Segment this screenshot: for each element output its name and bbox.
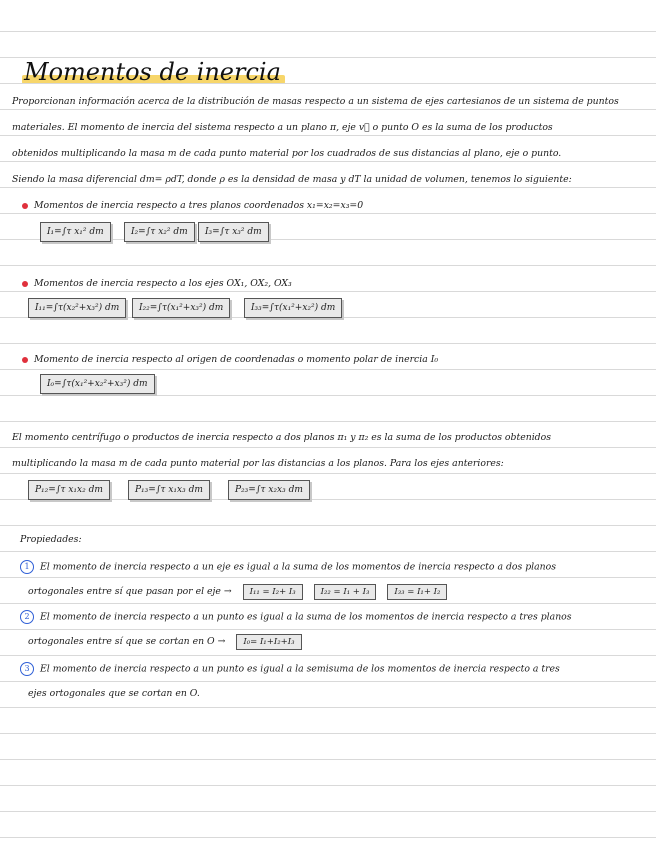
intro-line-3: obtenidos multiplicando la masa m de cada punto material por los cuadrados de sus distancias al plano, eje o punto. <box>12 148 562 159</box>
intro-line-4: Siendo la masa diferencial dm= ρdT, donde ρ es la densidad de masa y dT la unidad de volumen, tenemos lo siguiente: <box>12 174 572 185</box>
property-text: ortogonales entre sí que pasan por el eje → <box>28 586 232 597</box>
number-1-icon: 1 <box>20 560 34 574</box>
property-3 <box>20 662 560 676</box>
formula-box: I₃₃=∫τ(x₁²+x₂²) dm <box>244 298 342 318</box>
page-title: Momentos de inercia <box>24 58 281 86</box>
formula-box: P₁₃=∫τ x₁x₃ dm <box>128 480 210 500</box>
property-text: ortogonales entre sí que se cortan en O → <box>28 636 226 647</box>
centrifugal-line-2: multiplicando la masa m de cada punto material por las distancias a los planos. Para los ejes anteriores: <box>12 458 504 469</box>
bullet-axes <box>22 278 292 289</box>
bullet-text: Momento de inercia respecto al origen de coordenadas o momento polar de inercia I₀ <box>34 354 439 365</box>
property-text: El momento de inercia respecto a un eje es igual a la suma de los momentos de inercia respecto a dos planos <box>40 561 557 573</box>
property-1 <box>20 560 556 574</box>
formula-box: I₀= I₁+I₂+I₃ <box>236 634 301 650</box>
formula-box: P₁₂=∫τ x₁x₂ dm <box>28 480 110 500</box>
bullet-polar <box>22 354 438 365</box>
formula-box: I₂₂ = I₁ + I₃ <box>314 584 377 600</box>
formula-box: I₂=∫τ x₂² dm <box>124 222 195 242</box>
number-2-icon: 2 <box>20 610 34 624</box>
property-text: El momento de inercia respecto a un punto es igual a la suma de los momentos de inercia respecto a tres planos <box>40 611 572 623</box>
property-text: El momento de inercia respecto a un punto es igual a la semisuma de los momentos de inercia respecto a tres <box>40 663 560 675</box>
property-2-line-2 <box>28 634 302 650</box>
formula-box: I₃=∫τ x₃² dm <box>198 222 269 242</box>
properties-label: Propiedades: <box>20 534 82 545</box>
formula-box: I₁=∫τ x₁² dm <box>40 222 111 242</box>
bullet-planes <box>22 200 363 211</box>
formula-box: I₂₂=∫τ(x₁²+x₃²) dm <box>132 298 230 318</box>
number-3-icon: 3 <box>20 662 34 676</box>
bullet-dot-icon <box>22 281 28 287</box>
bullet-text: Momentos de inercia respecto a los ejes OX₁, OX₂, OX₃ <box>34 278 292 289</box>
intro-line-1: Proporcionan información acerca de la distribución de masas respecto a un sistema de ejes cartesianos de un sistema de puntos <box>12 96 619 107</box>
title-wrap <box>24 58 281 86</box>
formula-box: I₁₁=∫τ(x₂²+x₃²) dm <box>28 298 126 318</box>
property-3-line-2 <box>28 688 200 699</box>
formula-box: P₂₃=∫τ x₂x₃ dm <box>228 480 310 500</box>
property-2 <box>20 610 572 624</box>
property-text: ejes ortogonales que se cortan en O. <box>28 688 200 699</box>
formula-box: I₁₁ = I₂+ I₃ <box>243 584 303 600</box>
intro-line-2: materiales. El momento de inercia del sistema respecto a un plano π, eje v⃗ o punto O es la suma de los productos <box>12 122 553 133</box>
property-1-line-2 <box>28 584 447 600</box>
bullet-text: Momentos de inercia respecto a tres planos coordenados x₁=x₂=x₃=0 <box>34 200 364 211</box>
bullet-dot-icon <box>22 357 28 363</box>
formula-box: I₃₃ = I₁+ I₂ <box>387 584 447 600</box>
formula-box: I₀=∫τ(x₁²+x₂²+x₃²) dm <box>40 374 155 394</box>
centrifugal-line-1: El momento centrífugo o productos de inercia respecto a dos planos π₁ y π₂ es la suma de los productos obtenidos <box>12 432 551 443</box>
bullet-dot-icon <box>22 203 28 209</box>
